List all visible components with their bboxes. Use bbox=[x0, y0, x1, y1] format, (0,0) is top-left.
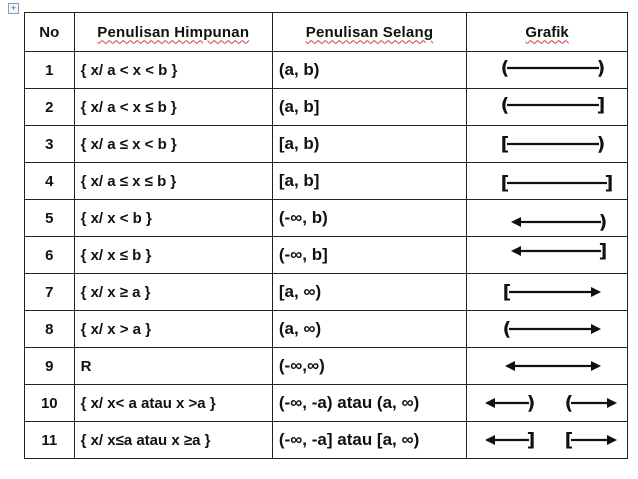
row-number: 1 bbox=[25, 52, 75, 89]
closed-right-endpoint: ] bbox=[604, 172, 614, 194]
open-left-endpoint: ( bbox=[500, 94, 510, 116]
number-line-graph bbox=[467, 200, 625, 236]
number-line-graph bbox=[467, 89, 625, 125]
interval-notation-table bbox=[24, 12, 628, 459]
header-interval-notation-label: Penulisan Selang bbox=[305, 23, 434, 41]
left-arrow-icon bbox=[511, 217, 521, 227]
interval-notation-cell: [a, ∞) bbox=[272, 274, 466, 311]
graph-cell bbox=[467, 311, 628, 348]
table-row bbox=[25, 311, 628, 348]
graph-cell bbox=[467, 422, 628, 459]
set-notation-cell: { x/ a < x ≤ b } bbox=[74, 89, 272, 126]
header-set-notation-label: Penulisan Himpunan bbox=[97, 23, 250, 41]
set-notation-cell: { x/ x ≤ b } bbox=[74, 237, 272, 274]
interval-notation-cell: (-∞, b] bbox=[272, 237, 466, 274]
right-arrow-icon bbox=[607, 398, 617, 408]
closed-left-endpoint: [ bbox=[500, 172, 510, 194]
row-number: 6 bbox=[25, 237, 75, 274]
table-row bbox=[25, 274, 628, 311]
number-line-graph bbox=[467, 422, 625, 458]
header-interval-notation bbox=[272, 13, 466, 52]
right-arrow-icon bbox=[591, 324, 601, 334]
closed-right-endpoint: ] bbox=[596, 94, 606, 116]
row-number: 2 bbox=[25, 89, 75, 126]
graph-cell bbox=[467, 52, 628, 89]
row-number: 7 bbox=[25, 274, 75, 311]
open-right-endpoint: ) bbox=[596, 57, 606, 79]
table-row bbox=[25, 52, 628, 89]
number-line-graph bbox=[467, 163, 625, 199]
open-right-endpoint: ) bbox=[526, 392, 536, 414]
set-notation-cell: { x/ x ≥ a } bbox=[74, 274, 272, 311]
closed-left-endpoint: [ bbox=[564, 429, 574, 451]
set-notation-cell: { x/ x > a } bbox=[74, 311, 272, 348]
interval-notation-cell: (a, ∞) bbox=[272, 311, 466, 348]
graph-cell bbox=[467, 385, 628, 422]
right-arrow-icon bbox=[591, 361, 601, 371]
left-arrow-icon bbox=[485, 398, 495, 408]
left-arrow-icon bbox=[511, 246, 521, 256]
table-row bbox=[25, 200, 628, 237]
interval-notation-cell: [a, b) bbox=[272, 126, 466, 163]
graph-cell bbox=[467, 200, 628, 237]
row-number: 10 bbox=[25, 385, 75, 422]
row-number: 3 bbox=[25, 126, 75, 163]
closed-right-endpoint: ] bbox=[526, 429, 536, 451]
interval-notation-cell: (a, b) bbox=[272, 52, 466, 89]
graph-cell bbox=[467, 163, 628, 200]
row-number: 11 bbox=[25, 422, 75, 459]
table-row bbox=[25, 348, 628, 385]
row-number: 9 bbox=[25, 348, 75, 385]
number-line-graph bbox=[467, 52, 625, 88]
right-arrow-icon bbox=[591, 287, 601, 297]
interval-notation-cell: [a, b] bbox=[272, 163, 466, 200]
row-number: 4 bbox=[25, 163, 75, 200]
table-row bbox=[25, 385, 628, 422]
closed-left-endpoint: [ bbox=[502, 281, 512, 303]
graph-cell bbox=[467, 274, 628, 311]
set-notation-cell: R bbox=[74, 348, 272, 385]
set-notation-cell: { x/ x< a atau x >a } bbox=[74, 385, 272, 422]
right-arrow-icon bbox=[607, 435, 617, 445]
interval-notation-cell: (-∞, -a] atau [a, ∞) bbox=[272, 422, 466, 459]
graph-cell bbox=[467, 348, 628, 385]
open-left-endpoint: ( bbox=[500, 57, 510, 79]
number-line-graph bbox=[467, 237, 625, 273]
left-arrow-icon bbox=[485, 435, 495, 445]
open-right-endpoint: ) bbox=[598, 211, 608, 233]
set-notation-cell: { x/ x≤a atau x ≥a } bbox=[74, 422, 272, 459]
row-number: 8 bbox=[25, 311, 75, 348]
table-move-handle-icon[interactable]: + bbox=[8, 3, 19, 14]
table-row bbox=[25, 163, 628, 200]
set-notation-cell: { x/ a < x < b } bbox=[74, 52, 272, 89]
graph-cell bbox=[467, 126, 628, 163]
interval-notation-cell: (-∞, -a) atau (a, ∞) bbox=[272, 385, 466, 422]
table-row bbox=[25, 126, 628, 163]
number-line-graph bbox=[467, 126, 625, 162]
closed-left-endpoint: [ bbox=[500, 133, 510, 155]
interval-notation-cell: (a, b] bbox=[272, 89, 466, 126]
header-set-notation bbox=[74, 13, 272, 52]
open-left-endpoint: ( bbox=[564, 392, 574, 414]
graph-cell bbox=[467, 237, 628, 274]
open-right-endpoint: ) bbox=[596, 133, 606, 155]
row-number: 5 bbox=[25, 200, 75, 237]
set-notation-cell: { x/ x < b } bbox=[74, 200, 272, 237]
closed-right-endpoint: ] bbox=[598, 240, 608, 262]
interval-notation-cell: (-∞,∞) bbox=[272, 348, 466, 385]
table-row bbox=[25, 237, 628, 274]
set-notation-cell: { x/ a ≤ x ≤ b } bbox=[74, 163, 272, 200]
left-arrow-icon bbox=[505, 361, 515, 371]
header-graph-label: Grafik bbox=[525, 23, 569, 41]
graph-cell bbox=[467, 89, 628, 126]
open-left-endpoint: ( bbox=[502, 318, 512, 340]
table-header-row bbox=[25, 13, 628, 52]
interval-notation-cell: (-∞, b) bbox=[272, 200, 466, 237]
set-notation-cell: { x/ a ≤ x < b } bbox=[74, 126, 272, 163]
number-line-graph bbox=[467, 311, 625, 347]
number-line-graph bbox=[467, 274, 625, 310]
table-row bbox=[25, 422, 628, 459]
header-no: No bbox=[25, 13, 75, 52]
number-line-graph bbox=[467, 348, 625, 384]
number-line-graph bbox=[467, 385, 625, 421]
table-row bbox=[25, 89, 628, 126]
header-graph bbox=[467, 13, 628, 52]
